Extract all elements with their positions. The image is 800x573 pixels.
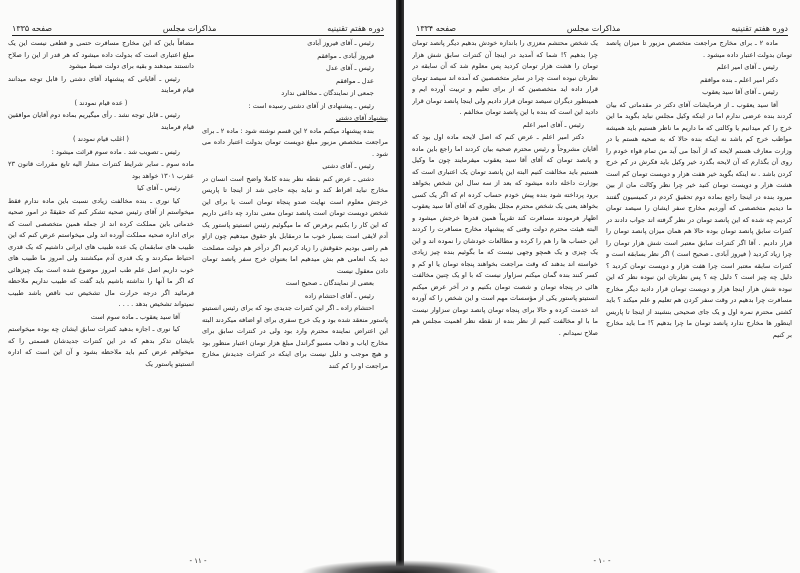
running-title: مذاکرات مجلس (566, 24, 621, 33)
paragraph-text: رئیس ـ آقای امیر اعلم (716, 63, 778, 71)
left-page-header (12, 20, 384, 34)
paragraph (202, 161, 388, 173)
paragraph (8, 98, 194, 110)
column-right (606, 38, 792, 555)
paragraph (8, 159, 194, 182)
page-folio: - ۱۱ - (189, 557, 207, 565)
paragraph (202, 303, 388, 372)
paragraph (8, 134, 194, 146)
page-number-label: صفحه ۱۳۳۴ (416, 24, 457, 33)
paragraph-text: بنده پیشنهاد میکنم ماده ۲ این قسم نوشته شود : ماده ۲ ـ برای مراجعت متخصص مزبور مبلغ دویست تومان بدولت اعتبار داده می شود . (202, 126, 388, 158)
paragraph (202, 76, 388, 88)
page-number-label: صفحه ۱۳۳۵ (12, 24, 53, 33)
paragraph-text: ( اغلب قیام نمودند ) (73, 135, 129, 143)
gutter-shadow (300, 560, 500, 573)
paragraph-text: رئیس ـ آقای عدل (326, 64, 374, 72)
column-right (202, 38, 388, 555)
column-left (8, 38, 194, 555)
paragraph (202, 38, 388, 50)
paragraph-text: یک شخص محتشم معززی را باندازه خودش بدهیم دیگر پانصد تومان چرا بدهیم ؟! شما که آمدید در اینجا آن کنترات سابق شش هزار تومان را هشت هزار تومان کردید پس معلوم شد که آن سابقه در نظرتان نبوده است چرا در سایر متخصصین که آمده اند سیصد تومان قرار داده اید متخصصین که از برای تعلیم و تربیت آورده ایم و همینطور دیگران سیصد تومان قرار دادیم ولی اینجا پانصد تومان قرار دادید این است که بنده با این پانصد تومان مخالفم . (412, 39, 598, 116)
paragraph (412, 120, 598, 132)
running-title: مذاکرات مجلس (162, 24, 217, 33)
left-page-columns (8, 38, 388, 555)
right-page (404, 0, 800, 573)
paragraph-text: رئیس ـ آقایانی که پیشنهاد آقای دشتی را قابل توجه میدانند قیام فرمایند (8, 74, 194, 94)
paragraph (606, 38, 792, 61)
paragraph-text: کیا نوری ـ اجازه بدهید کنترات سابق ایشان چه بوده میخواستم بایشان تذکر بدهم که در این کنترات جدیدشان قسمتی را که میخواهم عرض کنم باید ملاحظه بشود و آن این است که اداره انستیتو پاستور یک (8, 325, 194, 368)
paragraph (202, 51, 388, 63)
paragraph-text: ( عده قیام نمودند ) (74, 98, 128, 107)
paragraph-text: ماده سوم ـ سایر شرایط کنترات مشار الیه تابع مقررات قانون ۲۳ عقرب ۱۳۰۱ خواهد بود (8, 160, 194, 180)
paragraph (412, 38, 598, 119)
paragraph-text: رئیس ـ آقای امیر اعلم (522, 120, 584, 129)
paragraph (8, 74, 194, 97)
paragraph-text: رئیس ـ آقای احتشام زاده (304, 291, 374, 300)
paragraph-text: دکتر امیر اعلم ـ بنده موافقم (700, 75, 778, 84)
paragraph (8, 312, 194, 324)
right-page-header (416, 20, 788, 34)
paragraph-text: ماده ۲ ـ برای مخارج مراجعت متخصص مزبور تا میزان پانصد تومان بدولت اعتبار داده میشود . (606, 39, 792, 59)
paragraph (606, 75, 792, 87)
paragraph (202, 278, 388, 290)
paragraph (8, 110, 194, 133)
paragraph (202, 291, 388, 303)
paragraph (202, 126, 388, 161)
paragraph (606, 100, 792, 342)
paragraph (202, 63, 388, 75)
paragraph (202, 88, 388, 100)
paragraph (606, 87, 792, 99)
column-left (412, 38, 598, 555)
paragraph-text: رئیس ـ پیشنهادی از آقای دشتی رسیده است : (248, 101, 374, 110)
paragraph (8, 196, 194, 311)
paragraph (8, 38, 194, 73)
header-rule (12, 35, 384, 36)
paragraph-text: دشتی ـ عرض کنم نقطه نظر بنده کاملا واضح است انسان در مخارج نباید افراط کند و نباید بچه حاجی شد از اینجا تا پاریس خرجش معلوم است نهایت صدو پنجاه تومان است یا برای این شخص دویست تومان است پانصد تومان معنی ندارد چه داعی داریم که این کار را بکنیم برفرض که ما میگوئیم رئیس انستیتو پاستور یک آدم لایقی است بسیار خوب ما درمقابل باو حقوق میدهیم چون ازاو هم راضی بودیم حقوقش را زیاد کردیم اگر درآخر هم دولت مصلحت دید یک انعامی هم بش میدهیم اما بعنوان خرج سفر پانصد تومان دادن معقول نیست (202, 174, 388, 275)
paragraph-text: بعضی از نمایندگان ـ صحیح است (285, 279, 374, 287)
paragraph-text: دکتر امیر اعلم ـ عرض کنم که اصل لایحه ماده اول بود که آقایان مشروحاً و رئیس محترم صحیه بیان کردند اما راجع باین ماده و پانصد تومان که آقای آقا سید یعقوب میفرمایند چون ما وکیل هستیم باید مخالفت کنیم البته این پانصد تومان یک اعتباری است که بوزارت داخله داده میشود که بعد از سه سال این شخص بخواهد برود پرداخته شود بنده پیش خودم حساب کرده ام که اگر یک کسی بخواهد یعنی یک شخص محترم مجلل بطوری که آقای آقا سید یعقوب اظهار فرمودند مسافرت کند تقریباً همین قدرها خرجش میشود و البته هیئت محترم دولت وقتی که پیشنهاد مخارج مسافرت را کردند این حساب ها را هم را کرده و مطالعات خودشان را نموده اند و این یک چیزی و یک همچو وجهی نیست که ما بگوئیم بنده چیز زیادی خواسته اند بدهند که وقت مراجعت بخواهند پنجاه تومان یا او کم و کسر کنند بنده گمان میکنم سزاوار نیست که با او یک چنین مخالفت هائی در پنجاه تومان و شصت تومان بکنیم و در آخر عرض میکنم انستیتو پاستور یکی از مؤسسات مهم است و این شخص را که آورده اند خدمت کرده و حالا برای پنجاه تومان پانصد تومان سزاوار نیست ما با او مخالفت کنیم از نظر بنده از نقطه نظر اهمیت مجلس هم صلاح نمیدانم . (412, 133, 598, 337)
session-label: دوره هفتم تقنینیه (327, 24, 384, 33)
paragraph-text: آقا سید یعقوب ـ ماده سوم است (90, 312, 180, 321)
paragraph-text: کیا نوری ـ بنده مخالفت زیادی نسبت باین ماده ندارم فقط میخواستم از آقای رئیس صحیه تشکر کنم که حقیقةً در امور صحیه خدماتی باین مملکت کرده اند از جمله همین متخصصی است که برای اداره صحیه مملکت آورده اند ولی میخواستم عرض کنم که این طبیب های سابقمان یک عده طبیب های ایرانی داشتیم که یک قدری احتیاط میکردند و یک قدری آدم میکشتند ولی امروز ما طبیب های خوب داریم اصل علم طب امروز موضوع شده است بیک چیزهائی که اگر ما آنها را نداشته باشیم باید گفت که طبیب نداریم ملاحظه فرمائید اگر درجه حرارت مال تشخیص تب ناقص باشد طبیب نمیتواند تشخیص بدهد . . . . (8, 196, 194, 308)
paragraph-text: رئیس ـ قابل توجه نشد . رأی میگیریم بماده دوم آقایان موافقین قیام فرمایند (8, 111, 194, 131)
paragraph (8, 324, 194, 370)
header-rule (416, 35, 788, 36)
paragraph (412, 132, 598, 339)
left-page (0, 0, 396, 573)
page-folio: - ۱۰ - (593, 557, 611, 565)
paragraph-text: رئیس ـ تصویب شد . ماده سوم قرائت میشود : (51, 147, 180, 156)
paragraph-text: پیشنهاد آقای دشتی (336, 114, 388, 122)
paragraph (8, 183, 194, 195)
paragraph-text: رئیس ـ آقای فیروز آبادی (307, 39, 374, 47)
paragraph-text: مضافاً باین که این مخارج مسافرت حتمی و قطعی نیست این یک مبلغ اعتباری است که بدولت داده میشود که هر قدر از این را صلاح دانستند میدهند و بقیه برای دولت ضبط میشود (8, 39, 194, 70)
session-label: دوره هفتم تقنینیه (731, 24, 788, 33)
paragraph (8, 147, 194, 159)
paragraph (606, 62, 792, 74)
paragraph-text: احتشام زاده ـ اگر این کنترات جدیدی بود که برای رئیس انستیتو پاستور منعقد شده بود و یک خرج سفری برای او اضافه میکردند البته این اعتراض نماینده محترم وارد بود ولی در کنترات سابق برای مخارج ایاب و ذهاب مسیو گراندل مبلغ هزار تومان اعتبار منظور بود و هیچ موجب و دلیل نیست برای اینکه در کنترات جدیدش مخارج مراجعت او را کم کنند (202, 304, 388, 370)
paragraph-text: آقا سید یعقوب ـ از فرمایشات آقای دکتر در مقدماتی که بیان کردند بنده عرضی ندارم اما در اینکه وکیل مجلس نباید بگوید ما این خرج را کم میدانیم یا وکالتی که ما داریم ما ناظر هستیم باید همیشه مواظب خرج کم باشد نه اینکه بنده حالا که به صحیه هستم یا در وزارت معارف هستم لایحه که از آنجا می آید من تمام قواء خودم را روی آن بگذارم که آن لایحه بگذرد خیر وکیل باید فکرش در کم خرج کردن باشد . نه اینکه بگوید خیر هفت هزار و دویست تومان کم است هشت هزار و دویست تومان کنید خیر چرا نظر وکالت مان از بین میرود بنده در اینجا راجع بماده دوم تحقیق کردم در کمیسیون گفتند ما دیدیم متخصصی که آوردیم مخارج سفر ایشان را سیصد تومان کردیم چه شده که این پانصد تومان در نظر گرفته اند جواب دادند در کنترات سابق پانصد تومان بوده حالا هم همان میزان پانصد تومان را قرار دادیم . آقا اگر کنترات سابق معتبر است شش هزار تومان را چرا زیاد کردید ( فیروز آبادی ـ صحیح است ) اگر نظر بسابقه است و کنترات سابقه معتبر است چرا هفت هزار و دویست تومان کردید ؟ دلیل چه چیز است ؟ دلیل چه ؟ پس نظرتان این نبوده نظر که این نبوده شش هزار اینجا هزار و دویست تومان قرار دادید دیگر مخارج مسافرت چرا بدهیم در وقت سفر کردن هم تعلیم و علم میکند ؟ باید کشتی محترم نمره اول و یک جای صحیحی بنشیند از اینجا تا پاریس اینطور ها مخارج ندارد پانصد تومان ما چرا بدهیم ؟! مـا باید مخارج بر کنیم (606, 100, 792, 339)
paragraph (202, 113, 388, 125)
book-gutter (396, 0, 404, 573)
paragraph-text: عدل ـ موافقم (336, 76, 374, 85)
paragraph-text: جمعی از نمایندگان ـ مخالفی ندارد (281, 89, 374, 97)
paragraph-text: فیروز آبادی ـ موافقم (317, 51, 374, 60)
paragraph-text: رئیس ـ آقای دشتی (322, 162, 374, 170)
paragraph-text: رئیس ـ آقای کیا (137, 184, 180, 192)
paragraph (202, 174, 388, 278)
paragraph-text: رئیس ـ آقای آقا سید یعقوب (702, 88, 778, 96)
right-page-columns (412, 38, 792, 555)
paragraph (202, 101, 388, 113)
